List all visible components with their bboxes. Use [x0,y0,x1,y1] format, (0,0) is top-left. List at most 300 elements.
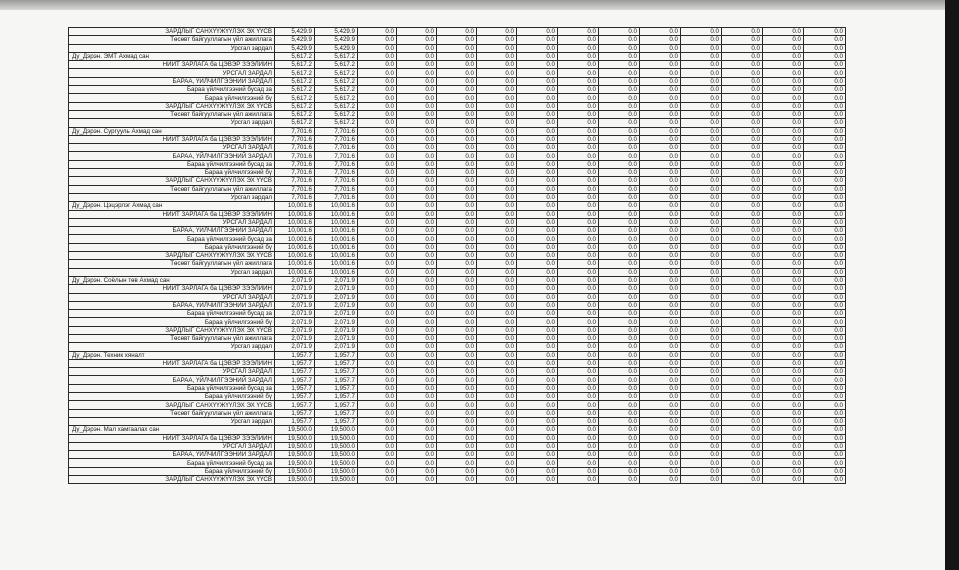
zero-cell: 0.0 [763,110,804,118]
row-label: Бараа үйлчилгээний бү [69,169,275,177]
zero-cell: 0.0 [763,326,804,334]
amount-cell: 7,701.6 [315,160,358,168]
zero-cell: 0.0 [477,177,517,185]
zero-cell: 0.0 [599,61,640,69]
zero-cell: 0.0 [517,459,558,467]
zero-cell: 0.0 [437,44,477,52]
zero-cell: 0.0 [397,293,437,301]
zero-cell: 0.0 [358,218,397,226]
zero-cell: 0.0 [437,202,477,210]
zero-cell: 0.0 [558,227,599,235]
zero-cell: 0.0 [722,69,763,77]
zero-cell: 0.0 [722,218,763,226]
amount-cell: 1,957.7 [275,368,315,376]
table-row [69,177,846,185]
row-label: УРСГАЛ ЗАРДАЛ [69,144,275,152]
zero-cell: 0.0 [681,401,722,409]
table-row [69,368,846,376]
zero-cell: 0.0 [804,459,846,467]
amount-cell: 7,701.6 [315,152,358,160]
zero-cell: 0.0 [558,202,599,210]
zero-cell: 0.0 [681,152,722,160]
table-row [69,293,846,301]
zero-cell: 0.0 [722,434,763,442]
zero-cell: 0.0 [437,193,477,201]
zero-cell: 0.0 [640,467,681,475]
zero-cell: 0.0 [477,102,517,110]
amount-cell: 1,957.7 [315,359,358,367]
zero-cell: 0.0 [437,185,477,193]
table-row [69,28,846,36]
zero-cell: 0.0 [437,451,477,459]
zero-cell: 0.0 [397,69,437,77]
row-label: НИЙТ ЗАРЛАГА ба ЦЭВЭР ЗЭЭЛИЙН [69,210,275,218]
zero-cell: 0.0 [397,77,437,85]
zero-cell: 0.0 [397,268,437,276]
row-label: Урсгал зардал [69,417,275,425]
amount-cell: 2,071.9 [275,334,315,342]
row-label: Ду_Дэрэн. Цэцэрлэг Ахмад сан [69,202,275,210]
zero-cell: 0.0 [437,110,477,118]
amount-cell: 5,617.2 [315,102,358,110]
zero-cell: 0.0 [397,44,437,52]
zero-cell: 0.0 [681,69,722,77]
zero-cell: 0.0 [722,459,763,467]
zero-cell: 0.0 [681,293,722,301]
amount-cell: 7,701.6 [315,169,358,177]
zero-cell: 0.0 [397,227,437,235]
zero-cell: 0.0 [681,86,722,94]
zero-cell: 0.0 [517,476,558,484]
zero-cell: 0.0 [437,243,477,251]
zero-cell: 0.0 [358,235,397,243]
zero-cell: 0.0 [517,202,558,210]
zero-cell: 0.0 [358,384,397,392]
row-label: УРСГАЛ ЗАРДАЛ [69,442,275,450]
zero-cell: 0.0 [763,451,804,459]
zero-cell: 0.0 [640,69,681,77]
zero-cell: 0.0 [558,318,599,326]
zero-cell: 0.0 [681,135,722,143]
zero-cell: 0.0 [722,285,763,293]
zero-cell: 0.0 [358,202,397,210]
zero-cell: 0.0 [397,152,437,160]
zero-cell: 0.0 [517,210,558,218]
zero-cell: 0.0 [517,36,558,44]
zero-cell: 0.0 [397,384,437,392]
amount-cell: 2,071.9 [315,310,358,318]
zero-cell: 0.0 [477,77,517,85]
zero-cell: 0.0 [804,235,846,243]
zero-cell: 0.0 [358,144,397,152]
zero-cell: 0.0 [599,326,640,334]
zero-cell: 0.0 [517,467,558,475]
table-row [69,77,846,85]
amount-cell: 2,071.9 [315,276,358,284]
zero-cell: 0.0 [681,476,722,484]
zero-cell: 0.0 [640,401,681,409]
amount-cell: 2,071.9 [275,301,315,309]
zero-cell: 0.0 [477,160,517,168]
zero-cell: 0.0 [517,334,558,342]
zero-cell: 0.0 [558,451,599,459]
zero-cell: 0.0 [397,235,437,243]
zero-cell: 0.0 [477,326,517,334]
zero-cell: 0.0 [804,426,846,434]
zero-cell: 0.0 [437,210,477,218]
zero-cell: 0.0 [599,227,640,235]
zero-cell: 0.0 [558,359,599,367]
zero-cell: 0.0 [477,334,517,342]
amount-cell: 5,617.2 [275,110,315,118]
zero-cell: 0.0 [397,310,437,318]
zero-cell: 0.0 [722,426,763,434]
zero-cell: 0.0 [681,227,722,235]
zero-cell: 0.0 [517,351,558,359]
zero-cell: 0.0 [397,28,437,36]
zero-cell: 0.0 [358,376,397,384]
zero-cell: 0.0 [437,301,477,309]
table-row [69,260,846,268]
zero-cell: 0.0 [763,36,804,44]
zero-cell: 0.0 [763,301,804,309]
zero-cell: 0.0 [517,77,558,85]
amount-cell: 7,701.6 [275,169,315,177]
zero-cell: 0.0 [804,44,846,52]
zero-cell: 0.0 [722,476,763,484]
amount-cell: 7,701.6 [315,193,358,201]
amount-cell: 10,001.6 [315,202,358,210]
zero-cell: 0.0 [477,417,517,425]
zero-cell: 0.0 [477,393,517,401]
zero-cell: 0.0 [763,417,804,425]
row-label: Төсөвт байгууллагын үйл ажиллага [69,110,275,118]
zero-cell: 0.0 [397,169,437,177]
amount-cell: 10,001.6 [315,243,358,251]
zero-cell: 0.0 [763,343,804,351]
zero-cell: 0.0 [640,285,681,293]
zero-cell: 0.0 [640,119,681,127]
zero-cell: 0.0 [397,467,437,475]
zero-cell: 0.0 [599,210,640,218]
zero-cell: 0.0 [681,144,722,152]
zero-cell: 0.0 [517,301,558,309]
zero-cell: 0.0 [681,417,722,425]
zero-cell: 0.0 [517,28,558,36]
row-label: Төсөвт байгууллагын үйл ажиллага [69,36,275,44]
zero-cell: 0.0 [763,202,804,210]
zero-cell: 0.0 [763,318,804,326]
row-label: ЗАРДЛЫГ САНХҮҮЖҮҮЛЭХ ЭХ ҮҮСВ [69,102,275,110]
zero-cell: 0.0 [599,252,640,260]
zero-cell: 0.0 [681,177,722,185]
zero-cell: 0.0 [599,459,640,467]
zero-cell: 0.0 [558,77,599,85]
zero-cell: 0.0 [640,36,681,44]
zero-cell: 0.0 [397,127,437,135]
amount-cell: 2,071.9 [275,285,315,293]
zero-cell: 0.0 [437,160,477,168]
amount-cell: 1,957.7 [315,368,358,376]
zero-cell: 0.0 [358,359,397,367]
zero-cell: 0.0 [763,52,804,60]
zero-cell: 0.0 [599,119,640,127]
zero-cell: 0.0 [763,235,804,243]
zero-cell: 0.0 [599,185,640,193]
zero-cell: 0.0 [722,152,763,160]
amount-cell: 10,001.6 [315,235,358,243]
zero-cell: 0.0 [477,318,517,326]
zero-cell: 0.0 [681,218,722,226]
table-row [69,401,846,409]
table-row [69,102,846,110]
zero-cell: 0.0 [358,28,397,36]
zero-cell: 0.0 [437,376,477,384]
amount-cell: 19,500.0 [315,442,358,450]
zero-cell: 0.0 [640,94,681,102]
table-row [69,135,846,143]
zero-cell: 0.0 [763,86,804,94]
zero-cell: 0.0 [599,393,640,401]
zero-cell: 0.0 [358,434,397,442]
zero-cell: 0.0 [599,343,640,351]
zero-cell: 0.0 [517,193,558,201]
zero-cell: 0.0 [804,127,846,135]
zero-cell: 0.0 [763,376,804,384]
amount-cell: 10,001.6 [315,210,358,218]
zero-cell: 0.0 [681,285,722,293]
zero-cell: 0.0 [640,393,681,401]
zero-cell: 0.0 [558,476,599,484]
zero-cell: 0.0 [722,301,763,309]
zero-cell: 0.0 [437,409,477,417]
zero-cell: 0.0 [681,310,722,318]
amount-cell: 19,500.0 [315,476,358,484]
zero-cell: 0.0 [397,318,437,326]
table-row [69,119,846,127]
zero-cell: 0.0 [599,28,640,36]
zero-cell: 0.0 [763,359,804,367]
zero-cell: 0.0 [517,434,558,442]
zero-cell: 0.0 [477,359,517,367]
zero-cell: 0.0 [437,384,477,392]
zero-cell: 0.0 [599,127,640,135]
amount-cell: 2,071.9 [275,276,315,284]
table-row [69,426,846,434]
amount-cell: 10,001.6 [275,235,315,243]
zero-cell: 0.0 [599,359,640,367]
zero-cell: 0.0 [358,127,397,135]
zero-cell: 0.0 [763,368,804,376]
zero-cell: 0.0 [599,451,640,459]
table-row [69,86,846,94]
row-label: Урсгал зардал [69,119,275,127]
zero-cell: 0.0 [763,144,804,152]
zero-cell: 0.0 [437,467,477,475]
row-label: Урсгал зардал [69,343,275,351]
amount-cell: 1,957.7 [275,376,315,384]
zero-cell: 0.0 [599,177,640,185]
zero-cell: 0.0 [722,409,763,417]
zero-cell: 0.0 [804,69,846,77]
zero-cell: 0.0 [477,135,517,143]
zero-cell: 0.0 [558,401,599,409]
zero-cell: 0.0 [640,243,681,251]
zero-cell: 0.0 [477,193,517,201]
zero-cell: 0.0 [397,434,437,442]
row-label: БАРАА, ҮЙЛЧИЛГЭЭНИЙ ЗАРДАЛ [69,376,275,384]
zero-cell: 0.0 [763,351,804,359]
zero-cell: 0.0 [397,451,437,459]
zero-cell: 0.0 [397,193,437,201]
zero-cell: 0.0 [763,459,804,467]
zero-cell: 0.0 [599,193,640,201]
zero-cell: 0.0 [722,202,763,210]
zero-cell: 0.0 [763,210,804,218]
table-row [69,152,846,160]
zero-cell: 0.0 [397,476,437,484]
zero-cell: 0.0 [599,86,640,94]
row-label: Бараа үйлчилгээний бү [69,243,275,251]
zero-cell: 0.0 [599,467,640,475]
table-row [69,326,846,334]
row-label: УРСГАЛ ЗАРДАЛ [69,218,275,226]
zero-cell: 0.0 [397,334,437,342]
zero-cell: 0.0 [437,359,477,367]
row-label: Ду_Дэрэн. Мал хамгаалах сан [69,426,275,434]
zero-cell: 0.0 [640,351,681,359]
amount-cell: 1,957.7 [315,351,358,359]
zero-cell: 0.0 [437,401,477,409]
zero-cell: 0.0 [722,384,763,392]
zero-cell: 0.0 [804,268,846,276]
zero-cell: 0.0 [477,301,517,309]
zero-cell: 0.0 [558,368,599,376]
zero-cell: 0.0 [722,318,763,326]
row-label: БАРАА, ҮЙЛЧИЛГЭЭНИЙ ЗАРДАЛ [69,227,275,235]
zero-cell: 0.0 [640,293,681,301]
amount-cell: 10,001.6 [275,202,315,210]
zero-cell: 0.0 [397,260,437,268]
amount-cell: 2,071.9 [275,343,315,351]
table-row [69,110,846,118]
table-row [69,334,846,342]
amount-cell: 5,617.2 [275,69,315,77]
zero-cell: 0.0 [640,334,681,342]
zero-cell: 0.0 [358,310,397,318]
zero-cell: 0.0 [477,52,517,60]
zero-cell: 0.0 [804,252,846,260]
zero-cell: 0.0 [437,326,477,334]
zero-cell: 0.0 [517,376,558,384]
zero-cell: 0.0 [681,434,722,442]
zero-cell: 0.0 [358,334,397,342]
zero-cell: 0.0 [517,276,558,284]
zero-cell: 0.0 [437,235,477,243]
zero-cell: 0.0 [599,135,640,143]
zero-cell: 0.0 [599,426,640,434]
zero-cell: 0.0 [640,160,681,168]
zero-cell: 0.0 [358,110,397,118]
row-label: НИЙТ ЗАРЛАГА ба ЦЭВЭР ЗЭЭЛИЙН [69,359,275,367]
zero-cell: 0.0 [763,310,804,318]
row-label: Урсгал зардал [69,44,275,52]
zero-cell: 0.0 [558,119,599,127]
zero-cell: 0.0 [640,409,681,417]
zero-cell: 0.0 [763,285,804,293]
table-row [69,193,846,201]
amount-cell: 7,701.6 [315,127,358,135]
row-label: БАРАА, ҮЙЛЧИЛГЭЭНИЙ ЗАРДАЛ [69,77,275,85]
zero-cell: 0.0 [722,127,763,135]
zero-cell: 0.0 [397,252,437,260]
zero-cell: 0.0 [358,77,397,85]
amount-cell: 2,071.9 [315,326,358,334]
row-label: Бараа үйлчилгээний бү [69,318,275,326]
zero-cell: 0.0 [517,310,558,318]
amount-cell: 2,071.9 [315,343,358,351]
zero-cell: 0.0 [804,451,846,459]
zero-cell: 0.0 [640,359,681,367]
row-label: ЗАРДЛЫГ САНХҮҮЖҮҮЛЭХ ЭХ ҮҮСВ [69,326,275,334]
zero-cell: 0.0 [599,384,640,392]
zero-cell: 0.0 [804,417,846,425]
zero-cell: 0.0 [517,135,558,143]
zero-cell: 0.0 [397,285,437,293]
zero-cell: 0.0 [517,227,558,235]
zero-cell: 0.0 [437,268,477,276]
zero-cell: 0.0 [599,243,640,251]
table-body [69,28,846,484]
zero-cell: 0.0 [599,160,640,168]
zero-cell: 0.0 [640,318,681,326]
zero-cell: 0.0 [599,52,640,60]
zero-cell: 0.0 [477,243,517,251]
zero-cell: 0.0 [804,52,846,60]
zero-cell: 0.0 [517,127,558,135]
zero-cell: 0.0 [477,426,517,434]
zero-cell: 0.0 [722,169,763,177]
zero-cell: 0.0 [358,260,397,268]
zero-cell: 0.0 [517,409,558,417]
zero-cell: 0.0 [640,202,681,210]
zero-cell: 0.0 [599,218,640,226]
zero-cell: 0.0 [558,127,599,135]
zero-cell: 0.0 [358,243,397,251]
zero-cell: 0.0 [804,351,846,359]
zero-cell: 0.0 [437,36,477,44]
zero-cell: 0.0 [763,177,804,185]
table-row [69,318,846,326]
zero-cell: 0.0 [599,144,640,152]
table-row [69,61,846,69]
zero-cell: 0.0 [437,77,477,85]
amount-cell: 19,500.0 [315,467,358,475]
zero-cell: 0.0 [599,301,640,309]
zero-cell: 0.0 [722,52,763,60]
zero-cell: 0.0 [763,44,804,52]
zero-cell: 0.0 [681,94,722,102]
zero-cell: 0.0 [358,285,397,293]
zero-cell: 0.0 [437,61,477,69]
zero-cell: 0.0 [722,334,763,342]
amount-cell: 5,617.2 [315,69,358,77]
row-label: Төсөвт байгууллагын үйл ажиллага [69,409,275,417]
zero-cell: 0.0 [517,426,558,434]
zero-cell: 0.0 [681,376,722,384]
zero-cell: 0.0 [640,144,681,152]
zero-cell: 0.0 [477,119,517,127]
